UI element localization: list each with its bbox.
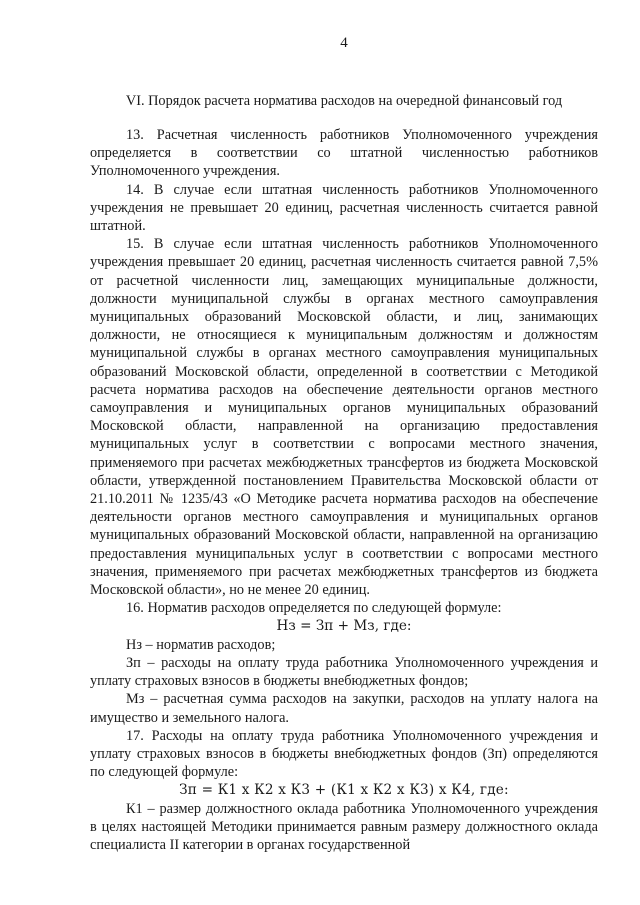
paragraph-17: 17. Расходы на оплату труда работника Уполномоченного учреждения и уплату страховых взносов в бюджеты внебюджетных фондов (Зп) определяются по следующей формуле: <box>90 727 598 781</box>
document-body <box>90 126 598 854</box>
page-number: 4 <box>340 35 348 51</box>
definition-nz: Нз – норматив расходов; <box>126 636 276 653</box>
definition-mz: Мз – расчетная сумма расходов на закупки, расходов на уплату налога на имущество и земельного налога. <box>90 691 598 726</box>
paragraph-15: 15. В случае если штатная численность работников Уполномоченного учреждения превышает 20 единиц, расчетная численность считается равной 7,5% от расчетной численности лиц, замещающих муниципальные должности, должности муниципальной службы в органах местного самоуправления муниципальных образований Московской области, и лиц, занимающих должности, не относящиеся к муниципальным должностям и должностям муниципальной службы в органах местного самоуправления муниципальных образований Московской области, определенной в соответствии с Методикой расчета норматива расходов на обеспечение деятельности органов местного самоуправления и муниципальных органов муниципальных образований Московской области, направленной на организацию предоставления муниципальных услуг в соответствии с вопросами местного значения, применяемого при расчетах межбюджетных трансфертов из бюджета Московской области, утвержденной постановлением Правительства Московской области от 21.10.2011 № 1235/43 «О Методике расчета норматива расходов на обеспечение деятельности органов местного самоуправления и муниципальных органов муниципальных образований Московской области, направленной на организацию предоставления муниципальных услуг в соответствии с вопросами местного значения, применяемого при расчетах межбюджетных трансфертов из бюджета Московской области», но не менее 20 единиц. <box>90 236 598 599</box>
section-title: VI. Порядок расчета норматива расходов на очередной финансовый год <box>125 93 563 109</box>
formula-norm: Нз = Зп + Мз, где: <box>276 618 412 635</box>
paragraph-13: 13. Расчетная численность работников Уполномоченного учреждения определяется в соответствии со штатной численностью работников Уполномоченного учреждения. <box>90 127 598 180</box>
paragraph-16: 16. Норматив расходов определяется по следующей формуле: <box>126 600 502 617</box>
definition-k1: К1 – размер должностного оклада работника Уполномоченного учреждения в целях настоящей Методики принимается равным размеру должностного оклада специалиста II категории в органах государственной <box>90 800 598 853</box>
definition-zp: Зп – расходы на оплату труда работника Уполномоченного учреждения и уплату страховых взносов в бюджеты внебюджетных фондов; <box>90 654 598 690</box>
paragraph-14: 14. В случае если штатная численность работников Уполномоченного учреждения не превышает 20 единиц, расчетная численность считается равной штатной. <box>90 181 598 235</box>
formula-salary: Зп = К1 x К2 x К3 + (К1 x К2 x К3) x К4, где: <box>179 782 509 799</box>
